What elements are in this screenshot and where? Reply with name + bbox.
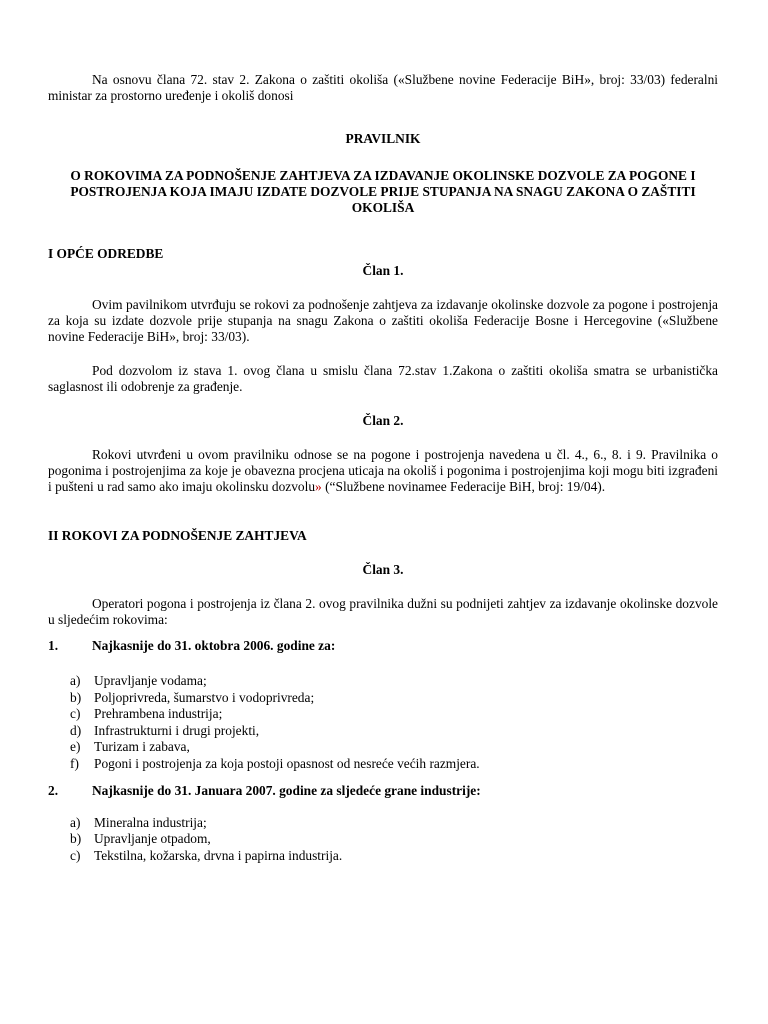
document-page xyxy=(48,60,718,864)
deadline1-heading xyxy=(48,638,718,654)
list-item: f) Pogoni i postrojenja za koja postoji opasnost od nesreće većih razmjera. xyxy=(70,755,480,771)
list-item: a) Mineralna industrija; xyxy=(70,814,207,830)
deadline1-list xyxy=(48,673,718,773)
section2-heading: II ROKOVI ZA PODNOŠENJE ZAHTJEVA xyxy=(48,528,307,543)
clan2-text-a: Rokovi utvrđeni u ovom pravilniku odnose se na pogone i postrojenja navedena u čl. 4., 6., 8. i 9. Pravilnika o pogonima i postrojenjima za koje je obavezna procjena uticaja na okoliš i pogonima i postrojenjima koji mogu biti izgrađeni i pušteni u rad samo ako imaju okolinsku dozvolu xyxy=(48,447,718,494)
clan2-heading: Član 2. xyxy=(362,413,404,428)
list-item: b) Upravljanje otpadom, xyxy=(70,831,211,847)
clan1-heading: Član 1. xyxy=(362,263,404,278)
document-subtitle: O ROKOVIMA ZA PODNOŠENJE ZAHTJEVA ZA IZDAVANJE OKOLINSKE DOZVOLE ZA POGONE I POSTROJENJA KOJA IMAJU IZDATE DOZVOLE PRIJE STUPANJA NA SNAGU ZAKONA O ZAŠTITI OKOLIŠA xyxy=(70,168,696,215)
clan1-paragraph1: Ovim pavilnikom utvrđuju se rokovi za podnošenje zahtjeva za izdavanje okolinske dozvole za pogone i postrojenja za koja su izdate dozvole prije stupanja na snagu Zakona o zaštiti okoliša Federacije Bosne i Hercegovine («Službene novine Federacije BiH», broj: 33/03). xyxy=(48,297,718,344)
deadline2-heading xyxy=(48,783,718,799)
clan2-text-b: (“Službene novinamee Federacije BiH, broj: 19/04). xyxy=(321,479,606,494)
intro-paragraph: Na osnovu člana 72. stav 2. Zakona o zaštiti okoliša («Službene novine Federacije BiH», broj: 33/03) federalni ministar za prostorno uređenje i okoliš donosi xyxy=(48,72,718,103)
deadline2-text: Najkasnije do 31. Januara 2007. godine za sljedeće grane industrije: xyxy=(92,782,481,798)
clan1-paragraph2: Pod dozvolom iz stava 1. ovog člana u smislu člana 72.stav 1.Zakona o zaštiti okoliša smatra se urbanistička saglasnost ili odobrenje za građenje. xyxy=(48,363,718,394)
section1-heading: I OPĆE ODREDBE xyxy=(48,246,164,261)
list-item: c) Prehrambena industrija; xyxy=(70,706,223,722)
list-item: c) Tekstilna, kožarska, drvna i papirna industrija. xyxy=(70,847,343,863)
list-item: b) Poljoprivreda, šumarstvo i vodoprivreda; xyxy=(70,689,315,705)
list-item: e) Turizam i zabava, xyxy=(70,739,190,755)
clan3-paragraph1: Operatori pogona i postrojenja iz člana 2. ovog pravilnika dužni su podnijeti zahtjev za izdavanje okolinske dozvole u sljedećim rokovima: xyxy=(48,596,718,627)
list-item: d) Infrastrukturni i drugi projekti, xyxy=(70,722,260,738)
deadline2-list xyxy=(48,815,718,865)
deadline2-number: 2. xyxy=(48,782,59,798)
clan2-paragraph1 xyxy=(48,447,718,495)
document-title: PRAVILNIK xyxy=(345,131,421,146)
deadline1-number: 1. xyxy=(48,638,59,653)
clan2-red-quote: » xyxy=(315,479,322,494)
clan3-heading: Član 3. xyxy=(362,562,404,577)
list-item: a) Upravljanje vodama; xyxy=(70,673,207,688)
deadline1-text: Najkasnije do 31. oktobra 2006. godine za: xyxy=(92,638,336,653)
